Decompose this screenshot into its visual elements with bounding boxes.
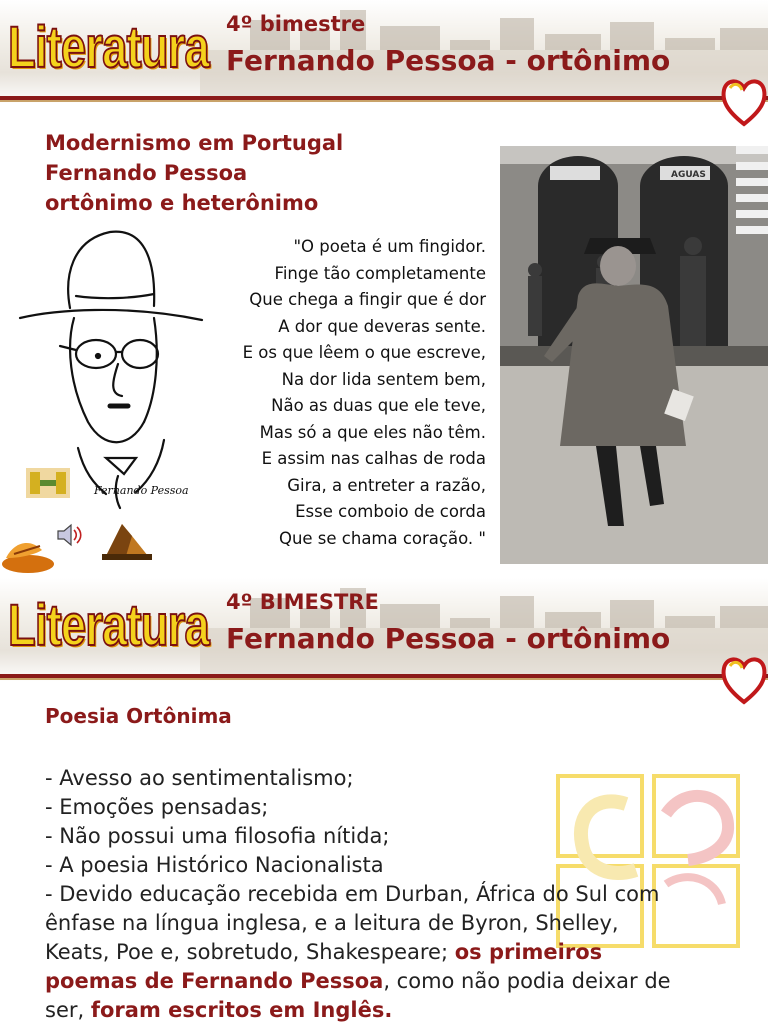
banner-divider-gold [0, 100, 768, 102]
poem-line: Na dor lida sentem bem, [281, 369, 486, 389]
poem-text [200, 234, 486, 552]
poem-line: Esse comboio de corda [295, 502, 486, 521]
slide-banner [0, 0, 768, 104]
poem-line: Que se chama coração. " [278, 528, 486, 548]
paragraph-line [45, 938, 735, 967]
school-seal-icon [720, 70, 768, 130]
banner-subtitle: 4º bimestre [226, 12, 366, 36]
poem-line: E assim nas calhas de roda [261, 449, 486, 468]
paragraph-line [45, 967, 735, 996]
list-item: - Emoções pensadas; [45, 795, 269, 819]
emphasis-text: os primeiros [454, 940, 603, 964]
signature-text: Fernando Pessoa [94, 484, 189, 497]
emphasis-text: foram escritos em Inglês. [90, 998, 393, 1022]
bullet-list [45, 764, 735, 1024]
school-seal-icon [720, 648, 768, 708]
list-item: - A poesia Histórico Nacionalista [45, 853, 384, 877]
photo-sign-text: AGUAS [671, 170, 706, 180]
clipart-icon [102, 518, 152, 560]
banner-title: Fernando Pessoa - ortônimo [226, 622, 671, 655]
literatura-logo: Literatura [8, 15, 209, 80]
poem-line: Mas só a que eles não têm. [259, 422, 486, 442]
poem-line: Que chega a fingir que é dor [249, 290, 486, 309]
emphasis-text: poemas de Fernando Pessoa [45, 969, 384, 993]
slide-2 [0, 578, 768, 1024]
poem-line: E os que lêem o que escreve, [242, 343, 486, 362]
heading-line: ortônimo e heterônimo [45, 191, 319, 215]
paragraph-text: ser, [45, 998, 91, 1022]
poem-line: Gira, a entreter a razão, [287, 475, 486, 495]
paragraph-text: , como não podia deixar de [383, 969, 671, 993]
heading-line: Modernismo em Portugal [45, 131, 344, 155]
heading-line: Fernando Pessoa [45, 161, 248, 185]
poem-line: Finge tão completamente [274, 263, 486, 283]
banner-divider-gold [0, 678, 768, 680]
speaker-icon[interactable] [56, 522, 84, 548]
paragraph-line: ênfase na língua inglesa, e a leitura de Byron, Shelley, [45, 911, 619, 935]
pessoa-walking-photo [500, 146, 768, 564]
list-item: - Avesso ao sentimentalismo; [45, 766, 354, 790]
literatura-logo: Literatura [8, 593, 209, 658]
h-icon [26, 468, 70, 498]
banner-subtitle: 4º BIMESTRE [226, 590, 379, 614]
list-item: - Não possui uma filosofia nítida; [45, 824, 390, 848]
poem-line: "O poeta é um fingidor. [293, 237, 486, 256]
paragraph-line: - Devido educação recebida em Durban, África do Sul com [45, 882, 660, 906]
poem-line: A dor que deveras sente. [278, 316, 486, 336]
slide-banner [0, 578, 768, 682]
banner-title: Fernando Pessoa - ortônimo [226, 44, 671, 77]
slide-heading [45, 128, 343, 218]
poem-line: Não as duas que ele teve, [271, 396, 486, 415]
paragraph-line [45, 996, 735, 1024]
paragraph-text: Keats, Poe e, sobretudo, Shakespeare; [45, 940, 455, 964]
section-title: Poesia Ortônima [45, 704, 232, 728]
clipart-icon [0, 528, 56, 576]
